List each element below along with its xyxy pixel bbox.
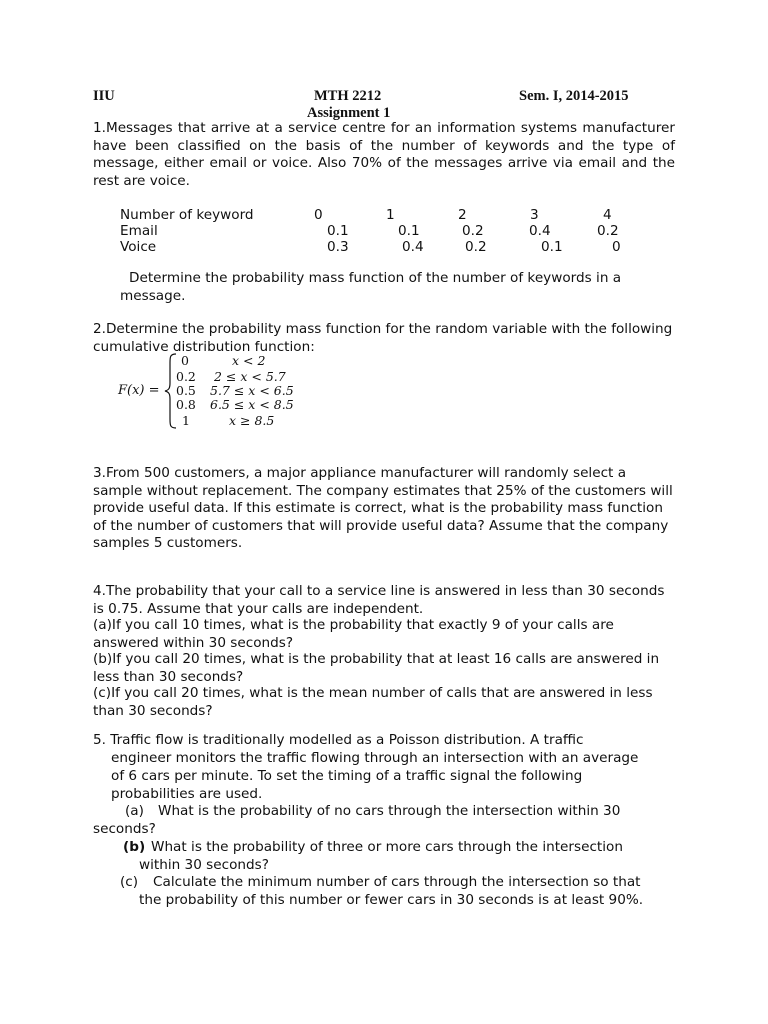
voice-cell: 0.4 bbox=[402, 239, 424, 255]
email-cell: 0.2 bbox=[597, 223, 619, 239]
course-code: MTH 2212 bbox=[314, 88, 382, 104]
email-cell: 0.4 bbox=[529, 223, 551, 239]
q5-intro-line: of 6 cars per minute. To set the timing of a traffic signal the following bbox=[111, 768, 583, 784]
q5-part-c-line: Calculate the minimum number of cars through the intersection so that bbox=[153, 874, 641, 890]
q4-part-a: (a)If you call 10 times, what is the probability that exactly 9 of your calls are answered within 30 seconds? bbox=[93, 617, 614, 651]
keyword-cell: 4 bbox=[603, 207, 612, 223]
keyword-cell: 3 bbox=[530, 207, 539, 223]
keyword-cell: 2 bbox=[458, 207, 467, 223]
q1-task: Determine the probability mass function of the number of keywords in a message. bbox=[120, 270, 622, 304]
q4-intro: 4.The probability that your call to a service line is answered in less than 30 seconds is 0.75. Assume that your calls are independent. bbox=[93, 583, 665, 617]
q4-part-b: (b)If you call 20 times, what is the probability that at least 16 calls are answered in less than 30 seconds? bbox=[93, 651, 660, 685]
voice-cell: 0.2 bbox=[465, 239, 487, 255]
q5-part-c-line: the probability of this number or fewer cars in 30 seconds is at least 90%. bbox=[139, 892, 644, 908]
cdf-condition: x ≥ 8.5 bbox=[229, 413, 275, 428]
voice-row-header: Voice bbox=[120, 239, 157, 255]
keyword-cell: 0 bbox=[314, 207, 323, 223]
cdf-value: 0.2 bbox=[176, 369, 196, 384]
voice-cell: 0.3 bbox=[327, 239, 349, 255]
cdf-condition: 2 ≤ x < 5.7 bbox=[214, 369, 286, 384]
cdf-value: 0.8 bbox=[176, 397, 196, 412]
q5-part-a-line: seconds? bbox=[93, 821, 156, 837]
email-cell: 0.1 bbox=[398, 223, 420, 239]
keyword-cell: 1 bbox=[386, 207, 395, 223]
institution-name: IIU bbox=[93, 88, 115, 104]
email-row-header: Email bbox=[120, 223, 158, 239]
q5-part-c-label: (c) bbox=[120, 874, 139, 890]
q5-intro-line: 5. Traffic flow is traditionally modelled as a Poisson distribution. A traffic bbox=[93, 732, 584, 748]
q1-text: 1.Messages that arrive at a service centre for an information systems manufacturer have been classified on the basis of the number of keywords and the type of message, either email or voice. Also 70% of the messages arrive via email and the rest are voice. bbox=[93, 120, 675, 189]
q5-part-a-line: What is the probability of no cars through the intersection within 30 bbox=[158, 803, 621, 819]
q5-intro-line: probabilities are used. bbox=[111, 786, 263, 802]
cdf-value: 0.5 bbox=[176, 383, 196, 398]
cdf-value: 1 bbox=[182, 413, 190, 428]
voice-cell: 0.1 bbox=[541, 239, 563, 255]
q5-part-b-line: What is the probability of three or more cars through the intersection bbox=[151, 839, 623, 855]
cdf-condition: x < 2 bbox=[232, 353, 266, 368]
q4-part-c: (c)If you call 20 times, what is the mean number of calls that are answered in less than 30 seconds? bbox=[93, 685, 653, 719]
q2-text: 2.Determine the probability mass function for the random variable with the following cumulative distribution function: bbox=[93, 321, 673, 355]
q3-text: 3.From 500 customers, a major appliance manufacturer will randomly select a sample without replacement. The company estimates that 25% of the customers will provide useful data. If this estimate is correct, what is the probability mass function of the number of customers that will provide useful data? Assume that the company samples 5 customers. bbox=[93, 465, 673, 552]
q5-part-a-label: (a) bbox=[125, 803, 144, 819]
email-cell: 0.1 bbox=[327, 223, 349, 239]
cdf-condition: 6.5 ≤ x < 8.5 bbox=[210, 397, 294, 412]
q5-part-b-label: (b) bbox=[123, 839, 146, 855]
q5-part-b-line: within 30 seconds? bbox=[139, 857, 269, 873]
email-cell: 0.2 bbox=[462, 223, 484, 239]
cdf-value: 0 bbox=[181, 353, 189, 368]
semester: Sem. I, 2014-2015 bbox=[519, 88, 629, 104]
assignment-title: Assignment 1 bbox=[307, 105, 391, 121]
cdf-lhs: F(x) = bbox=[118, 383, 160, 398]
cdf-condition: 5.7 ≤ x < 6.5 bbox=[210, 383, 294, 398]
voice-cell: 0 bbox=[612, 239, 621, 255]
keyword-row-header: Number of keyword bbox=[120, 207, 254, 223]
q5-intro-line: engineer monitors the traffic flowing through an intersection with an average bbox=[111, 750, 639, 766]
